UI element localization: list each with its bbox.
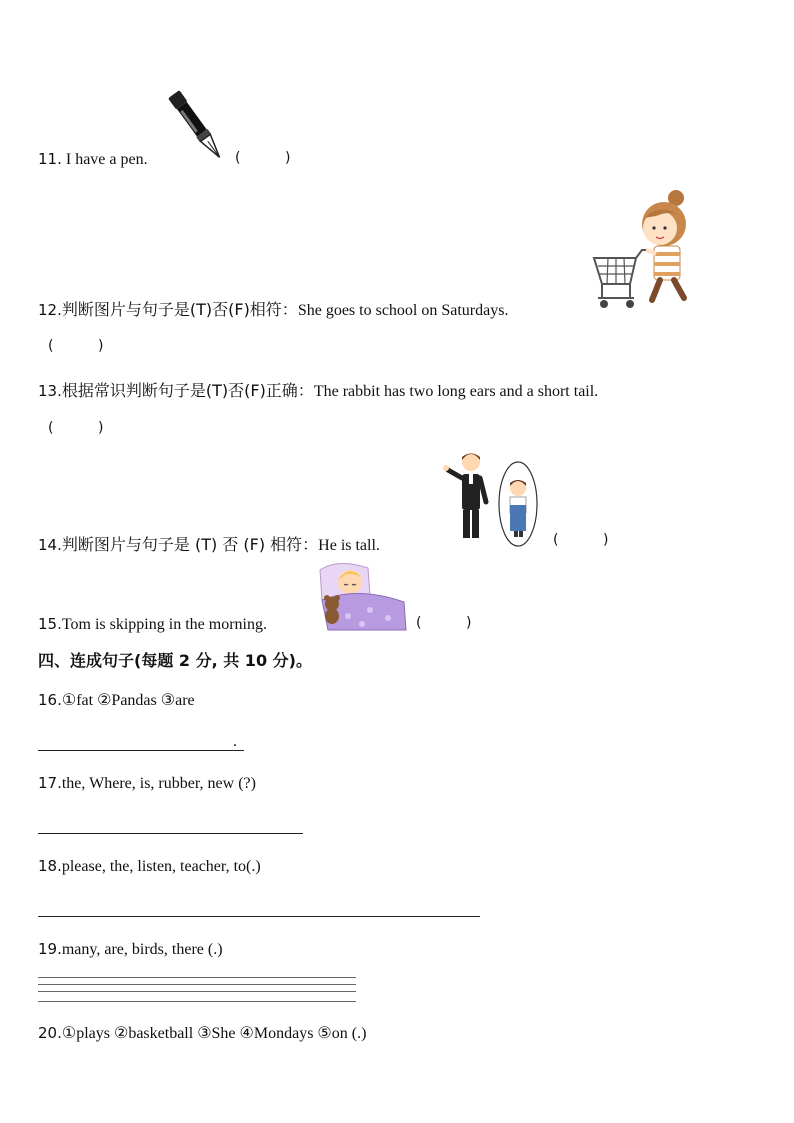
question-prompt: 判断图片与句子是 (T) 否 (F) 相符： xyxy=(61,535,319,554)
sentence-19 xyxy=(38,940,223,959)
question-prompt: 根据常识判断句子是(T)否(F)正确： xyxy=(61,381,314,400)
question-text: The rabbit has two long ears and a short tail. xyxy=(313,383,599,400)
question-text: I have a pen. xyxy=(65,151,148,168)
answer-line[interactable] xyxy=(38,833,303,834)
answer-parentheses[interactable]: ( ) xyxy=(553,532,609,548)
question-prompt: 判断图片与句子是(T)否(F)相符： xyxy=(61,300,298,319)
tall-man-and-boy-icon xyxy=(440,450,544,550)
question-14 xyxy=(38,532,380,555)
question-number: 12. xyxy=(38,301,62,319)
answer-parentheses[interactable]: ( ) xyxy=(416,615,472,631)
girl-shopping-cart-icon xyxy=(590,188,702,312)
writing-line[interactable] xyxy=(38,1001,356,1002)
question-13 xyxy=(38,378,598,401)
end-mark: . xyxy=(233,733,237,750)
writing-line[interactable] xyxy=(38,991,356,992)
answer-parentheses[interactable]: ( ) xyxy=(235,150,291,166)
fountain-pen-icon xyxy=(166,84,230,168)
question-text: the, Where, is, rubber, new (?) xyxy=(61,775,256,792)
sentence-18 xyxy=(38,857,261,876)
question-number: 19. xyxy=(38,940,62,958)
question-11 xyxy=(38,150,148,169)
question-number: 17. xyxy=(38,774,62,792)
question-text: ①plays ②basketball ③She ④Mondays ⑤on (.) xyxy=(61,1025,367,1042)
section-title: 四、连成句子(每题 2 分, 共 10 分)。 xyxy=(38,651,312,670)
sentence-16 xyxy=(38,690,195,710)
question-text: He is tall. xyxy=(318,537,380,554)
answer-parentheses[interactable]: ( ) xyxy=(48,338,104,354)
question-text: please, the, listen, teacher, to(.) xyxy=(61,858,261,875)
answer-line[interactable] xyxy=(38,750,244,751)
question-text: ①fat ②Pandas ③are xyxy=(61,692,195,709)
question-number: 15. xyxy=(38,615,62,633)
question-text: many, are, birds, there (.) xyxy=(61,941,223,958)
sentence-20 xyxy=(38,1023,366,1043)
sentence-17 xyxy=(38,774,256,793)
question-text: She goes to school on Saturdays. xyxy=(297,302,509,319)
question-number: 11. xyxy=(38,150,62,168)
answer-line[interactable] xyxy=(38,916,480,917)
writing-line[interactable] xyxy=(38,984,356,985)
question-15 xyxy=(38,615,267,634)
question-number: 16. xyxy=(38,691,62,709)
question-number: 18. xyxy=(38,857,62,875)
question-text: Tom is skipping in the morning. xyxy=(61,616,267,633)
answer-parentheses[interactable]: ( ) xyxy=(48,420,104,436)
question-number: 20. xyxy=(38,1024,62,1042)
question-number: 13. xyxy=(38,382,62,400)
writing-line[interactable] xyxy=(38,977,356,978)
sleeping-boy-icon xyxy=(308,560,412,634)
question-12 xyxy=(38,297,508,320)
question-number: 14. xyxy=(38,536,62,554)
